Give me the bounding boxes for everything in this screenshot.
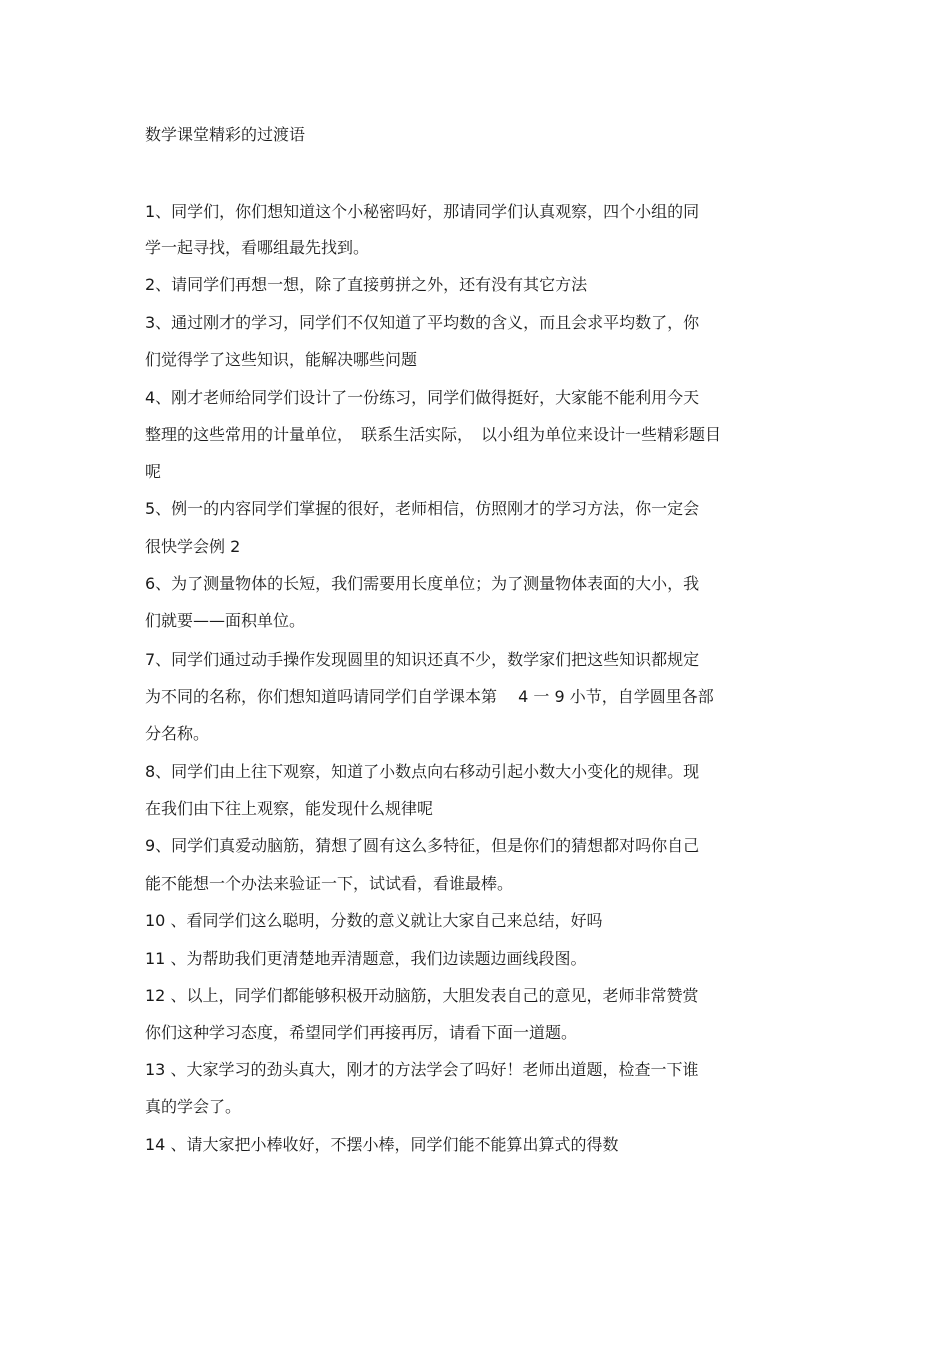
list-item-9-line-1: 9、同学们真爱动脑筋，猜想了圆有这么多特征，但是你们的猜想都对吗你自己 — [145, 836, 700, 855]
list-item-9-line-2: 能不能想一个办法来验证一下，试试看，看谁最棒。 — [145, 874, 514, 893]
list-item-7-line-3: 分名称。 — [145, 724, 210, 743]
document-title: 数学课堂精彩的过渡语 — [145, 125, 306, 144]
list-item-3-line-2: 们觉得学了这些知识，能解决哪些问题 — [145, 350, 418, 369]
list-item-12-line-1: 12 、以上，同学们都能够积极开动脑筋，大胆发表自己的意见，老师非常赞赏 — [145, 986, 699, 1005]
list-item-10-line-1: 10 、看同学们这么聪明，分数的意义就让大家自己来总结，好吗 — [145, 911, 603, 930]
list-item-6-line-1: 6、为了测量物体的长短，我们需要用长度单位；为了测量物体表面的大小，我 — [145, 574, 700, 593]
list-item-13-line-1: 13 、大家学习的劲头真大，刚才的方法学会了吗好！老师出道题，检查一下谁 — [145, 1060, 699, 1079]
list-item-12-line-2: 你们这种学习态度，希望同学们再接再厉，请看下面一道题。 — [145, 1023, 578, 1042]
list-item-7-line-2: 为不同的名称，你们想知道吗请同学们自学课本第 4 一 9 小节，自学圆里各部 — [145, 687, 714, 706]
list-item-5-line-2: 很快学会例 2 — [145, 537, 241, 556]
list-item-1-line-1: 1、同学们，你们想知道这个小秘密吗好，那请同学们认真观察，四个小组的同 — [145, 202, 700, 221]
list-item-3-line-1: 3、通过刚才的学习，同学们不仅知道了平均数的含义，而且会求平均数了，你 — [145, 313, 700, 332]
list-item-4-line-1: 4、刚才老师给同学们设计了一份练习，同学们做得挺好，大家能不能利用今天 — [145, 388, 700, 407]
list-item-14-line-1: 14 、请大家把小棒收好，不摆小棒，同学们能不能算出算式的得数 — [145, 1135, 619, 1154]
list-item-7-line-1: 7、同学们通过动手操作发现圆里的知识还真不少，数学家们把这些知识都规定 — [145, 650, 700, 669]
list-item-4-line-3: 呢 — [145, 462, 162, 481]
list-item-11-line-1: 11 、为帮助我们更清楚地弄清题意，我们边读题边画线段图。 — [145, 949, 587, 968]
list-item-2-line-1: 2、请同学们再想一想，除了直接剪拼之外，还有没有其它方法 — [145, 275, 588, 294]
list-item-6-line-2: 们就要——面积单位。 — [145, 611, 306, 630]
list-item-8-line-1: 8、同学们由上往下观察，知道了小数点向右移动引起小数大小变化的规律。现 — [145, 762, 700, 781]
list-item-13-line-2: 真的学会了。 — [145, 1097, 242, 1116]
list-item-4-line-2: 整理的这些常用的计量单位， 联系生活实际， 以小组为单位来设计一些精彩题目 — [145, 425, 722, 444]
list-item-5-line-1: 5、例一的内容同学们掌握的很好，老师相信，仿照刚才的学习方法，你一定会 — [145, 499, 700, 518]
list-item-1-line-2: 学一起寻找，看哪组最先找到。 — [145, 238, 370, 257]
list-item-8-line-2: 在我们由下往上观察，能发现什么规律呢 — [145, 799, 434, 818]
